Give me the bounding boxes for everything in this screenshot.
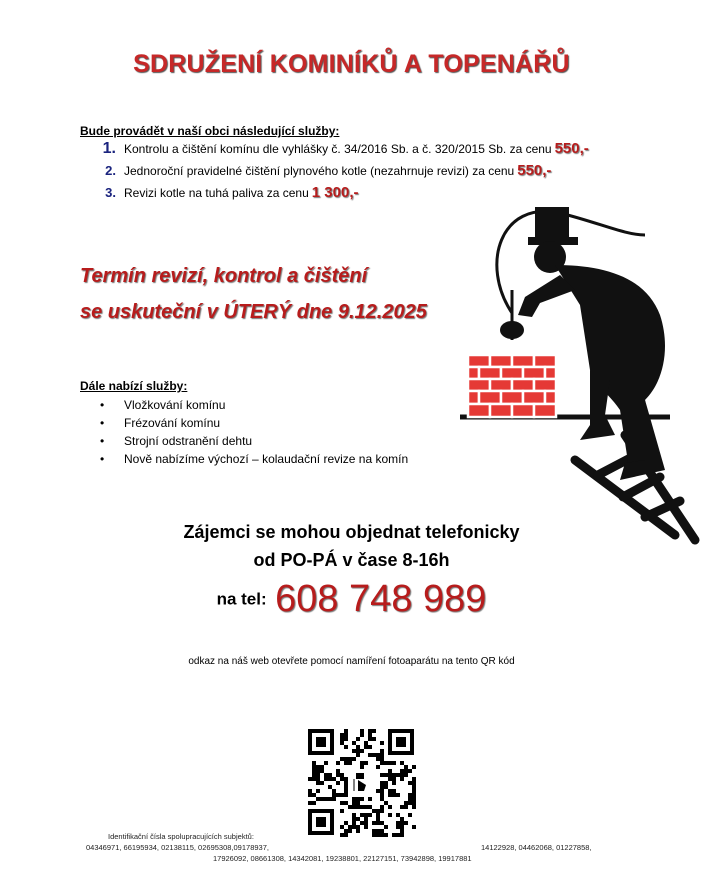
term-announcement: [80, 258, 427, 330]
term-line-2: se uskuteční v ÚTERÝ dne 9.12.2025: [80, 301, 427, 323]
list-item: [100, 432, 408, 450]
phone-number[interactable]: 608 748 989: [275, 578, 487, 620]
page-title: SDRUŽENÍ KOMINÍKŮ A TOPENÁŘŮ: [133, 50, 570, 78]
list-item-text: Nově nabízíme výchozí – kolaudační revize na komín: [124, 452, 409, 466]
bullet-icon: •: [100, 398, 105, 412]
contact-line-1: Zájemci se mohou objednat telefonicky: [183, 522, 520, 542]
list-item: [100, 414, 408, 432]
ids-line-2: 17926092, 08661308, 14342081, 19238801, 22127151, 73942898, 19917881: [213, 854, 472, 863]
ids-label: Identifikační čísla spolupracujících subjektů:: [108, 832, 254, 841]
brick-chimney-icon: [468, 355, 556, 417]
bullet-icon: •: [100, 452, 105, 466]
list-item: [100, 396, 408, 414]
phone-block: [0, 578, 703, 621]
more-services-title: Dále nabízí služby:: [80, 379, 188, 393]
service-price: 1 300,-: [311, 184, 359, 201]
service-number: 2.: [105, 163, 116, 178]
chimney-sweep-figure: [518, 207, 665, 480]
ids-line-1-right: 14122928, 04462068, 01227858,: [481, 843, 592, 852]
phone-label: na tel:: [216, 589, 267, 609]
service-item: [80, 140, 680, 162]
services-intro: Bude provádět v naší obci následující služby:: [80, 124, 340, 138]
list-item-text: Strojní odstranění dehtu: [124, 434, 253, 448]
term-line-1: Termín revizí, kontrol a čištění: [80, 265, 368, 287]
qr-code[interactable]: [306, 727, 416, 837]
services-list: [80, 140, 680, 206]
service-text: Kontrolu a čištění komínu dle vyhlášky č. 34/2016 Sb. a č. 320/2015 Sb. za cenu: [124, 142, 552, 156]
contact-line-2: od PO-PÁ v čase 8-16h: [253, 550, 450, 570]
service-price: 550,-: [517, 162, 552, 179]
chimney-sweep-illustration: [440, 205, 700, 565]
list-item-text: Vložkování komínu: [124, 398, 226, 412]
service-number: 1.: [102, 140, 116, 157]
service-text: Jednoroční pravidelné čištění plynového kotle (nezahrnuje revizi) za cenu: [124, 164, 515, 178]
ids-line-1-left: 04346971, 66195934, 02138115, 02695308,09178937,: [86, 843, 269, 852]
service-text: Revizi kotle na tuhá paliva za cenu: [124, 186, 309, 200]
service-price: 550,-: [554, 140, 589, 157]
qr-instructions: odkaz na náš web otevřete pomocí namíření fotoaparátu na tento QR kód: [188, 656, 515, 667]
list-item-text: Frézování komínu: [124, 416, 221, 430]
service-number: 3.: [105, 185, 116, 200]
bullet-icon: •: [100, 416, 105, 430]
service-item: [80, 162, 680, 184]
service-item: [80, 184, 680, 206]
bullet-icon: •: [100, 434, 105, 448]
list-item: [100, 450, 408, 468]
more-services-list: [100, 396, 408, 468]
